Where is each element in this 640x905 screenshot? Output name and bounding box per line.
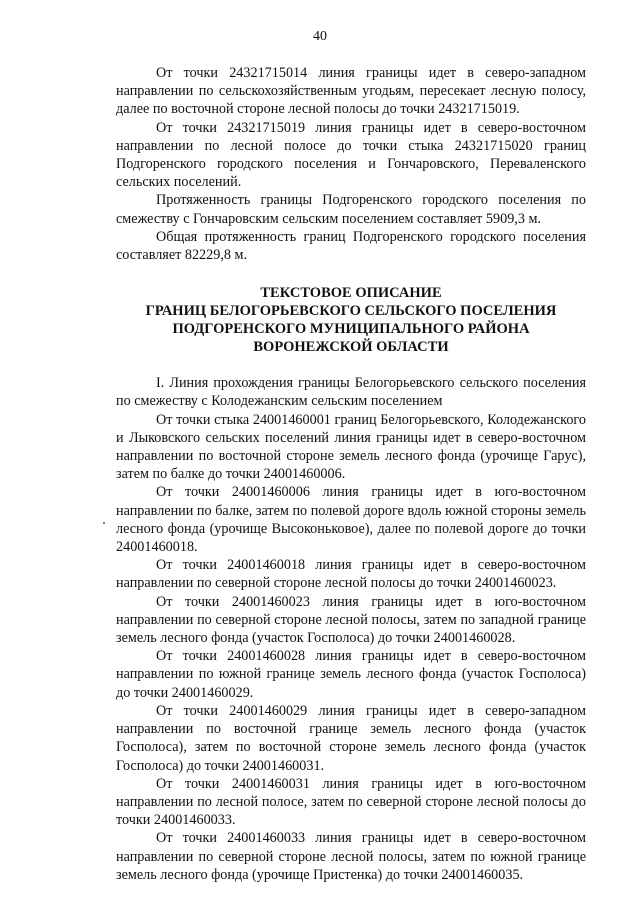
paragraph: От точки 24321715019 линия границы идет в северо-восточном направлении по лесной полосе до точки стыка 24321715020 границ Подгоренского городского поселения и Гончаровского, Переваленского сельских поселений. (116, 119, 586, 191)
paragraph: От точки 24001460006 линия границы идет в юго-восточном направлении по балке, затем по полевой дороге вдоль южной стороны земель лесного фонда (урочище Высоконьковое), далее по полевой дороге до точки 24001460018. (116, 484, 586, 556)
paragraph: От точки стыка 24001460001 границ Белогорьевского, Колодежанского и Лыковского сельских поселений линия границы идет в северо-восточном направлении по восточной стороне земель лесного фонда (урочище Гарус), затем по балке до точки 24001460006. (116, 411, 586, 483)
paragraph: От точки 24001460023 линия границы идет в юго-восточном направлении по северной стороне лесной полосы, затем по западной границе земель лесного фонда (участок Госполоса) до точки 24001460028. (116, 593, 586, 647)
page-number: 40 (313, 29, 327, 44)
heading-line: ВОРОНЕЖСКОЙ ОБЛАСТИ (253, 339, 449, 356)
scan-speck (103, 522, 105, 524)
paragraph: I. Линия прохождения границы Белогорьевского сельского поселения по смежеству с Колодежанским сельским поселением (116, 375, 586, 410)
paragraph: Общая протяженность границ Подгоренского городского поселения составляет 82229,8 м. (116, 228, 586, 264)
document-body (116, 64, 586, 884)
paragraph: От точки 24001460031 линия границы идет в юго-восточном направлении по лесной полосе, затем по северной стороне лесной полосы до точки 24001460033. (116, 775, 586, 829)
heading-line: ГРАНИЦ БЕЛОГОРЬЕВСКОГО СЕЛЬСКОГО ПОСЕЛЕНИЯ (145, 303, 557, 320)
paragraph: От точки 24001460028 линия границы идет в северо-восточном направлении по южной границе земель лесного фонда (участок Госполоса) до точки 24001460029. (116, 648, 586, 701)
section-heading (116, 284, 586, 356)
paragraph: Протяженность границы Подгоренского городского поселения по смежеству с Гончаровским сельским поселением составляет 5909,3 м. (116, 192, 586, 227)
paragraph: От точки 24001460033 линия границы идет в северо-восточном направлении по северной стороне лесной полосы, затем по южной границе земель лесного фонда (урочище Пристенка) до точки 24001460035. (116, 830, 586, 883)
paragraph: От точки 24001460029 линия границы идет в северо-западном направлении по восточной границе земель лесного фонда (участок Госполоса), затем по восточной стороне земель лесного фонда (участок Госполоса) до точки 24001460031. (116, 702, 586, 774)
paragraph: От точки 24001460018 линия границы идет в северо-восточном направлении по северной стороне лесной полосы до точки 24001460023. (116, 557, 586, 592)
heading-line: ПОДГОРЕНСКОГО МУНИЦИПАЛЬНОГО РАЙОНА (172, 321, 530, 338)
heading-line: ТЕКСТОВОЕ ОПИСАНИЕ (260, 285, 442, 302)
paragraph: От точки 24321715014 линия границы идет в северо-западном направлении по сельскохозяйственным угодьям, пересекает лесную полосу, далее по восточной стороне лесной полосы до точки 24321715019. (116, 65, 586, 118)
